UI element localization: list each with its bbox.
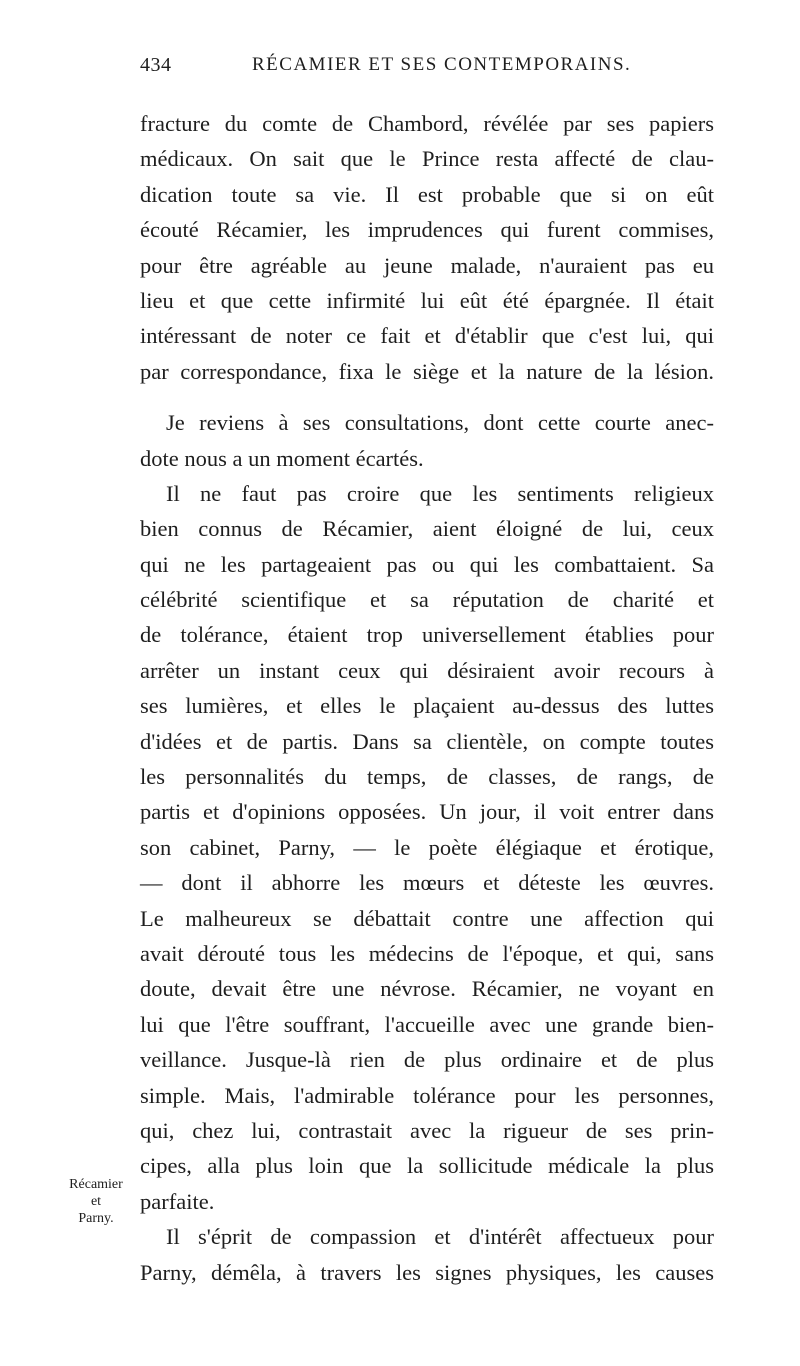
text-line: Il ne faut pas croire que les sentiments religieux bbox=[166, 480, 714, 506]
margin-note-line: Récamier bbox=[69, 1177, 123, 1192]
text-line: Je reviens à ses consultations, dont cette courte anec- bbox=[166, 410, 714, 436]
text-line: son cabinet, Parny, — le poète élégiaque et érotique, bbox=[140, 834, 714, 860]
text-line: écouté Récamier, les imprudences qui furent commises, bbox=[140, 217, 714, 243]
text-line: dote nous a un moment écartés. bbox=[140, 445, 424, 471]
text-line: lieu et que cette infirmité lui eût été épargnée. Il était bbox=[140, 287, 714, 313]
text-line: Le malheureux se débattait contre une affection qui bbox=[140, 905, 714, 931]
text-line: cipes, alla plus loin que la sollicitude médicale la plus bbox=[140, 1153, 714, 1179]
margin-note-line: et bbox=[90, 1194, 102, 1209]
text-line: partis et d'opinions opposées. Un jour, il voit entrer dans bbox=[140, 799, 714, 825]
text-line: bien connus de Récamier, aient éloigné de lui, ceux bbox=[140, 516, 714, 542]
text-line: fracture du comte de Chambord, révélée par ses papiers bbox=[140, 111, 714, 136]
text-line: pour être agréable au jeune malade, n'auraient pas eu bbox=[140, 252, 714, 278]
text-line: intéressant de noter ce fait et d'établir que c'est lui, qui bbox=[140, 323, 714, 349]
running-title: RÉCAMIER ET SES CONTEMPORAINS. bbox=[252, 54, 632, 75]
paragraph-continuation bbox=[140, 441, 714, 476]
text-line: d'idées et de partis. Dans sa clientèle, on compte toutes bbox=[140, 728, 714, 754]
text-line: veillance. Jusque-là rien de plus ordinaire et de plus bbox=[140, 1047, 714, 1073]
text-line: parfaite. bbox=[140, 1188, 215, 1214]
paragraph bbox=[140, 405, 714, 440]
text-line: Parny, démêla, à travers les signes physiques, les causes bbox=[140, 1259, 714, 1285]
text-line: ses lumières, et elles le plaçaient au-dessus des luttes bbox=[140, 693, 714, 719]
text-line: simple. Mais, l'admirable tolérance pour les personnes, bbox=[140, 1082, 714, 1108]
text-line: — dont il abhorre les mœurs et déteste les œuvres. bbox=[140, 870, 714, 896]
text-line: médicaux. On sait que le Prince resta affecté de clau- bbox=[140, 146, 714, 172]
text-line: célébrité scientifique et sa réputation de charité et bbox=[140, 587, 714, 613]
body-text bbox=[140, 106, 714, 1290]
page-number: 434 bbox=[140, 54, 172, 76]
text-line: doute, devait être une névrose. Récamier, ne voyant en bbox=[140, 976, 714, 1002]
page-header bbox=[140, 54, 700, 84]
text-line: Il s'éprit de compassion et d'intérêt affectueux pour bbox=[166, 1224, 714, 1250]
text-line: avait dérouté tous les médecins de l'époque, et qui, sans bbox=[140, 940, 714, 966]
paragraph bbox=[140, 1219, 714, 1290]
paragraph bbox=[140, 476, 714, 1219]
text-line: dication toute sa vie. Il est probable que si on eût bbox=[140, 181, 714, 207]
text-line: qui, chez lui, contrastait avec la rigueur de ses prin- bbox=[140, 1117, 714, 1143]
margin-note bbox=[60, 1176, 132, 1227]
paragraph bbox=[140, 106, 714, 389]
margin-note-line: Parny. bbox=[78, 1211, 114, 1226]
text-line: par correspondance, fixa le siège et la nature de la lésion. bbox=[140, 358, 714, 384]
text-line: lui que l'être souffrant, l'accueille avec une grande bien- bbox=[140, 1011, 714, 1037]
text-line: arrêter un instant ceux qui désiraient avoir recours à bbox=[140, 657, 714, 683]
text-line: de tolérance, étaient trop universellement établies pour bbox=[140, 622, 714, 648]
text-line: les personnalités du temps, de classes, de rangs, de bbox=[140, 764, 714, 790]
text-line: qui ne les partageaient pas ou qui les combattaient. Sa bbox=[140, 551, 714, 577]
